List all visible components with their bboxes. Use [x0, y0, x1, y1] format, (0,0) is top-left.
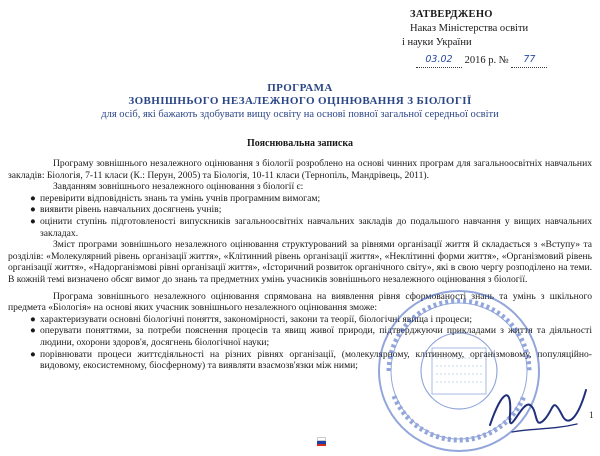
bullet-icon: ●	[30, 325, 36, 337]
approval-line-2: і науки України	[402, 37, 472, 48]
approval-year: 2016 р. №	[464, 55, 509, 66]
bullet-icon: ●	[30, 215, 36, 227]
list-item	[8, 349, 592, 372]
title-main: ЗОВНІШНЬОГО НЕЗАЛЕЖНОГО ОЦІНЮВАННЯ З БІОЛОГІЇ	[128, 95, 472, 107]
list-item-text: перевірити відповідність знань та умінь учнів програмним вимогам;	[40, 192, 321, 204]
date-field	[416, 53, 462, 68]
paragraph-tasks: Завданням зовнішнього незалежного оцінювання з біології є:	[53, 181, 304, 193]
approval-heading: ЗАТВЕРДЖЕНО	[410, 9, 493, 20]
list-item-text: порівнювати процеси життєдіяльності на різних рівнях організації, (молекулярному, клітинному, організмовому, популяційно-видовому, екосистемному, біосферному) та виявляти взаємозв'язки між ними;	[40, 348, 592, 372]
paragraph-goals: Програма зовнішнього незалежного оцінювання спрямована на виявлення рівня сформованості знань та умінь з шкільного предмета «Біологія» на основі яких учасник зовнішнього незалежного оцінювання зможе:	[8, 290, 592, 314]
bullet-icon: ●	[30, 313, 36, 325]
paragraph-intro: Програму зовнішнього незалежного оцінювання з біології розроблено на основі чинних програм для загальноосвітніх навчальних закладів: Біологія, 7-11 класи (К.: Перун, 2005) та Біологія, 10-11 класи (Тернопіль, Мандрівець, 2011).	[8, 158, 592, 181]
page-number: 1	[589, 410, 594, 420]
bullet-icon: ●	[30, 348, 36, 360]
approval-line-1: Наказ Міністерства освіти	[410, 23, 529, 34]
list-item-text: характеризувати основні біологічні поняття, закономірності, закони та теорії, біологічні явища і процеси;	[40, 313, 472, 325]
signature-icon	[482, 370, 592, 450]
explanatory-note-heading: Пояснювальна записка	[247, 138, 353, 149]
paragraph-content: Зміст програми зовнішнього незалежного оцінювання структурований за рівнями організації життя й складається з «Вступу» та розділів: «Молекулярний рівень організації життя», «Клітинний рівень організації життя», «Неклітинні форми життя», «Організмовий рівень організації життя», «Надорганізмові рівні організації життя», «Історичний розвиток органічного світу», які в свою чергу розподілено на теми. В кожній темі визначено обсяг вимог до знань та предметних умінь учасників зовнішнього незалежного оцінювання з біології.	[8, 239, 592, 285]
handwritten-date: 03.02	[425, 54, 453, 65]
list-item	[8, 314, 592, 326]
flag-icon	[317, 437, 326, 444]
number-field	[511, 53, 547, 68]
list-item	[8, 325, 592, 348]
list-item-text: оперувати поняттями, за потреби пояснення процесів та явищ живої природи, підтверджуючи прикладами з життя та діяльності людини, охорони здоров'я, досягнень біологічної науки;	[40, 325, 592, 348]
bullet-icon: ●	[30, 192, 36, 204]
title-subtitle: для осіб, які бажають здобувати вищу освіту на основі повної загальної середньої освіти	[101, 109, 499, 120]
bullet-icon: ●	[30, 204, 36, 216]
list-item	[8, 216, 592, 239]
list-item	[8, 204, 592, 216]
list-item-text: виявити рівень навчальних досягнень учнів;	[40, 204, 222, 216]
title-block	[0, 82, 600, 121]
document-body	[8, 158, 592, 372]
list-item-text: оцінити ступінь підготовленості випускників загальноосвітніх навчальних закладів до подальшого навчання у вищих навчальних закладах.	[40, 215, 592, 239]
approval-block	[398, 8, 547, 68]
approval-date-line	[416, 53, 547, 68]
list-item	[8, 193, 592, 205]
handwritten-number: 77	[523, 54, 536, 65]
title-program: ПРОГРАМА	[267, 82, 333, 94]
